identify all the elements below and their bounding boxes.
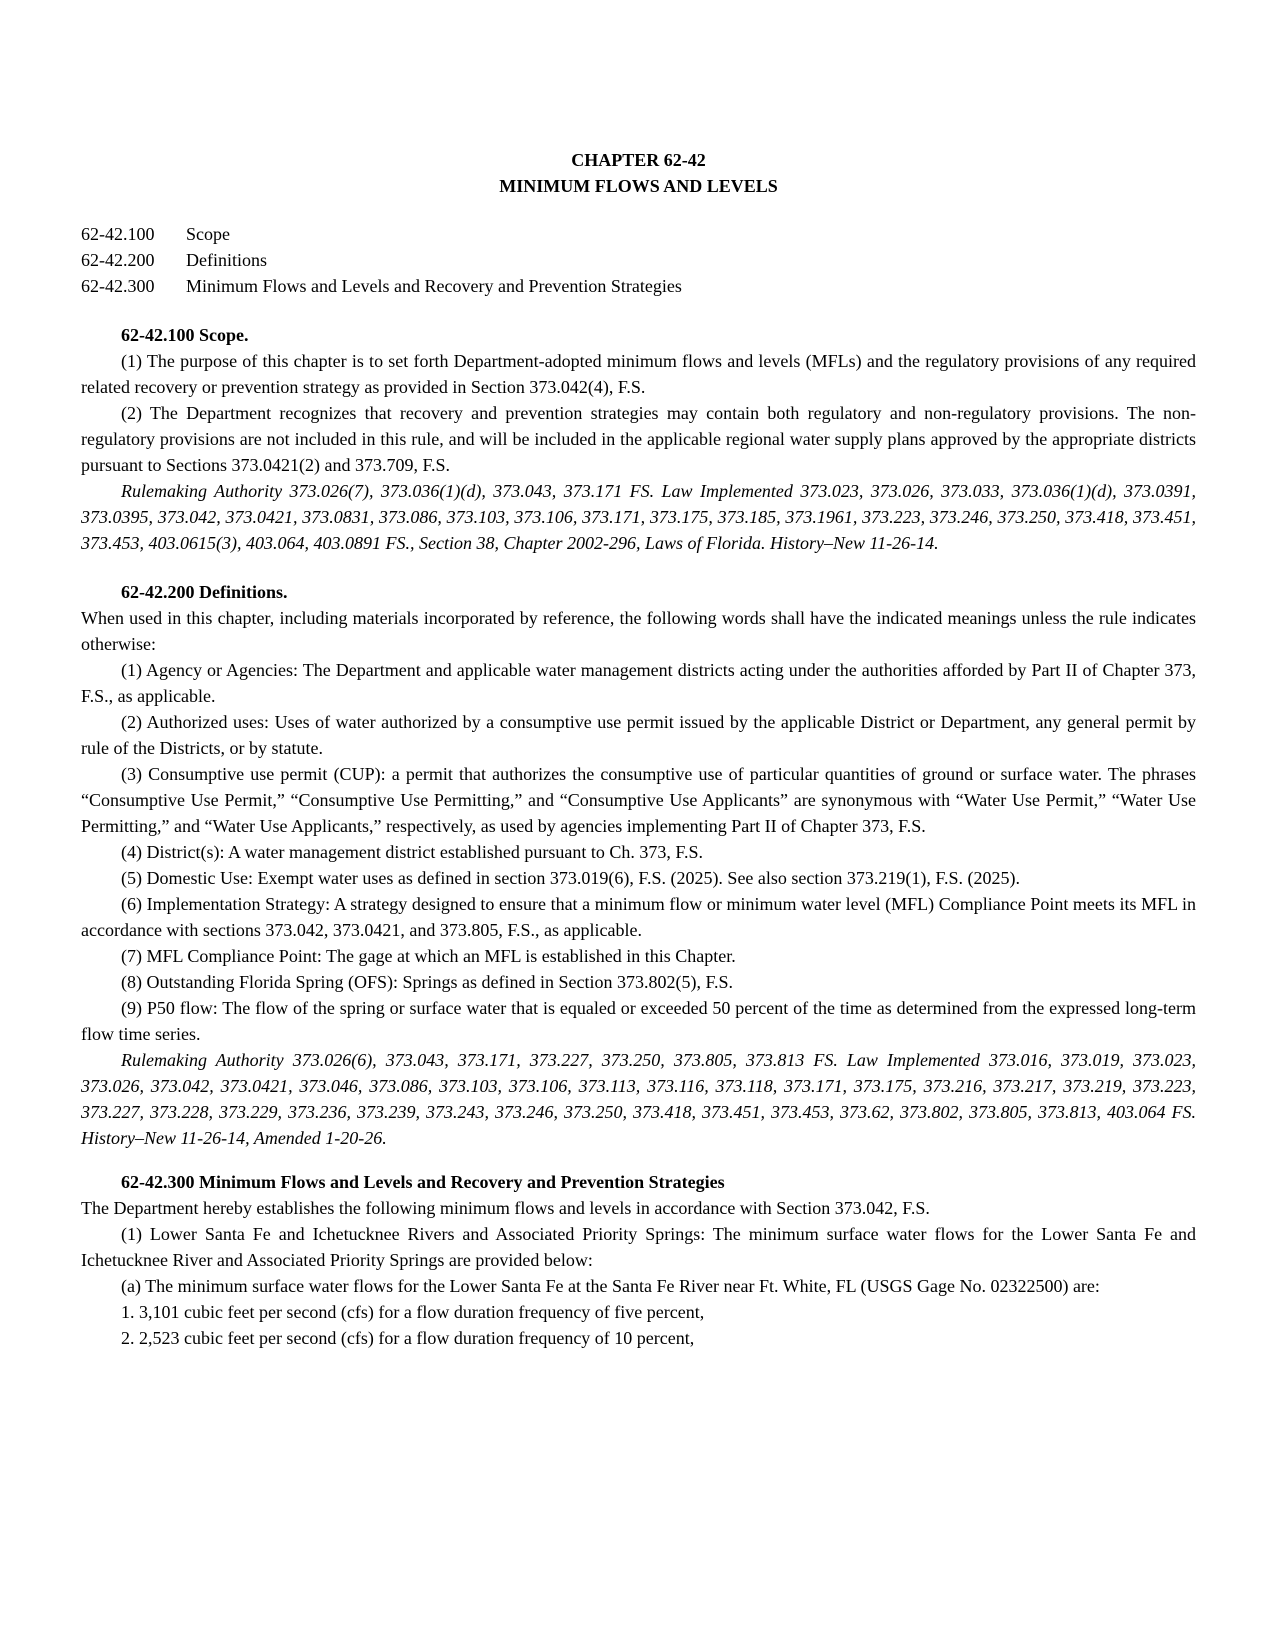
scope-rulemaking-note: Rulemaking Authority 373.026(7), 373.036(1)(d), 373.043, 373.171 FS. Law Implemented 373.023, 373.026, 373.033, 373.036(1)(d), 373.0391, 373.0395, 373.042, 373.0421, 373.0831, 373.086, 373.103, 373.106, 373.171, 373.175, 373.185, 373.1961, 373.223, 373.246, 373.250, 373.418, 373.451, 373.453, 403.0615(3), 403.064, 403.0891 FS., Section 38, Chapter 2002-296, Laws of Florida. History–New 11-26-14. xyxy=(81,481,1196,553)
definition-item-8: (8) Outstanding Florida Spring (OFS): Springs as defined in Section 373.802(5), F.S. xyxy=(121,972,734,992)
mfl-paragraph-a: (a) The minimum surface water flows for the Lower Santa Fe at the Santa Fe River near Ft. White, FL (USGS Gage No. 02322500) are: xyxy=(121,1276,1100,1296)
toc-rule-number: 62-42.100 xyxy=(81,224,155,244)
definition-item-6: (6) Implementation Strategy: A strategy designed to ensure that a minimum flow or minimum water level (MFL) Compliance Point meets its MFL in accordance with sections 373.042, 373.0421, and 373.805, F.S., as applicable. xyxy=(81,894,1196,940)
mfl-intro: The Department hereby establishes the following minimum flows and levels in accordance with Section 373.042, F.S. xyxy=(81,1198,930,1218)
chapter-title-line1: CHAPTER 62-42 xyxy=(571,150,706,170)
toc-rule-number: 62-42.300 xyxy=(81,276,155,296)
mfl-subitem-1: 1. 3,101 cubic feet per second (cfs) for a flow duration frequency of five percent, xyxy=(121,1302,705,1322)
definition-item-5: (5) Domestic Use: Exempt water uses as defined in section 373.019(6), F.S. (2025). See also section 373.219(1), F.S. (2025). xyxy=(121,868,1020,888)
definition-item-9: (9) P50 flow: The flow of the spring or surface water that is equaled or exceeded 50 percent of the time as determined from the expressed long-term flow time series. xyxy=(81,998,1196,1044)
chapter-title xyxy=(81,147,1196,199)
definition-item-2: (2) Authorized uses: Uses of water authorized by a consumptive use permit issued by the applicable District or Department, any general permit by rule of the Districts, or by statute. xyxy=(81,712,1196,758)
mfl-paragraph-1: (1) Lower Santa Fe and Ichetucknee Rivers and Associated Priority Springs: The minimum surface water flows for the Lower Santa Fe and Ichetucknee River and Associated Priority Springs are provided below: xyxy=(81,1224,1196,1270)
definitions-intro: When used in this chapter, including materials incorporated by reference, the following words shall have the indicated meanings unless the rule indicates otherwise: xyxy=(81,608,1196,654)
toc-rule-title: Minimum Flows and Levels and Recovery and Prevention Strategies xyxy=(186,276,682,296)
toc-row xyxy=(81,273,1196,299)
section-heading-definitions: 62-42.200 Definitions. xyxy=(121,582,288,602)
section-heading-scope: 62-42.100 Scope. xyxy=(121,325,249,345)
chapter-title-line2: MINIMUM FLOWS AND LEVELS xyxy=(499,176,778,196)
definition-item-1: (1) Agency or Agencies: The Department and applicable water management districts acting under the authorities afforded by Part II of Chapter 373, F.S., as applicable. xyxy=(81,660,1196,706)
table-of-contents xyxy=(81,221,1196,299)
toc-rule-title: Definitions xyxy=(186,250,267,270)
definition-item-4: (4) District(s): A water management district established pursuant to Ch. 373, F.S. xyxy=(121,842,703,862)
scope-paragraph-2: (2) The Department recognizes that recovery and prevention strategies may contain both regulatory and non-regulatory provisions. The non-regulatory provisions are not included in this rule, and will be included in the applicable regional water supply plans approved by the appropriate districts pursuant to Sections 373.0421(2) and 373.709, F.S. xyxy=(81,403,1196,475)
mfl-subitem-2: 2. 2,523 cubic feet per second (cfs) for a flow duration frequency of 10 percent, xyxy=(121,1328,695,1348)
toc-rule-title: Scope xyxy=(186,224,230,244)
scope-paragraph-1: (1) The purpose of this chapter is to set forth Department-adopted minimum flows and levels (MFLs) and the regulatory provisions of any required related recovery or prevention strategy as provided in Section 373.042(4), F.S. xyxy=(81,351,1196,397)
toc-rule-number: 62-42.200 xyxy=(81,250,155,270)
definitions-rulemaking-note: Rulemaking Authority 373.026(6), 373.043, 373.171, 373.227, 373.250, 373.805, 373.813 FS. Law Implemented 373.016, 373.019, 373.023, 373.026, 373.042, 373.0421, 373.046, 373.086, 373.103, 373.106, 373.113, 373.116, 373.118, 373.171, 373.175, 373.216, 373.217, 373.219, 373.223, 373.227, 373.228, 373.229, 373.236, 373.239, 373.243, 373.246, 373.250, 373.418, 373.451, 373.453, 373.62, 373.802, 373.805, 373.813, 403.064 FS. History–New 11-26-14, Amended 1-20-26. xyxy=(81,1050,1196,1148)
definition-item-3: (3) Consumptive use permit (CUP): a permit that authorizes the consumptive use of particular quantities of ground or surface water. The phrases “Consumptive Use Permit,” “Consumptive Use Permitting,” and “Consumptive Use Applicants” are synonymous with “Water Use Permit,” “Water Use Permitting,” and “Water Use Applicants,” respectively, as used by agencies implementing Part II of Chapter 373, F.S. xyxy=(81,764,1196,836)
toc-row xyxy=(81,221,1196,247)
toc-row xyxy=(81,247,1196,273)
section-heading-mfl: 62-42.300 Minimum Flows and Levels and Recovery and Prevention Strategies xyxy=(121,1172,725,1192)
definition-item-7: (7) MFL Compliance Point: The gage at which an MFL is established in this Chapter. xyxy=(121,946,736,966)
